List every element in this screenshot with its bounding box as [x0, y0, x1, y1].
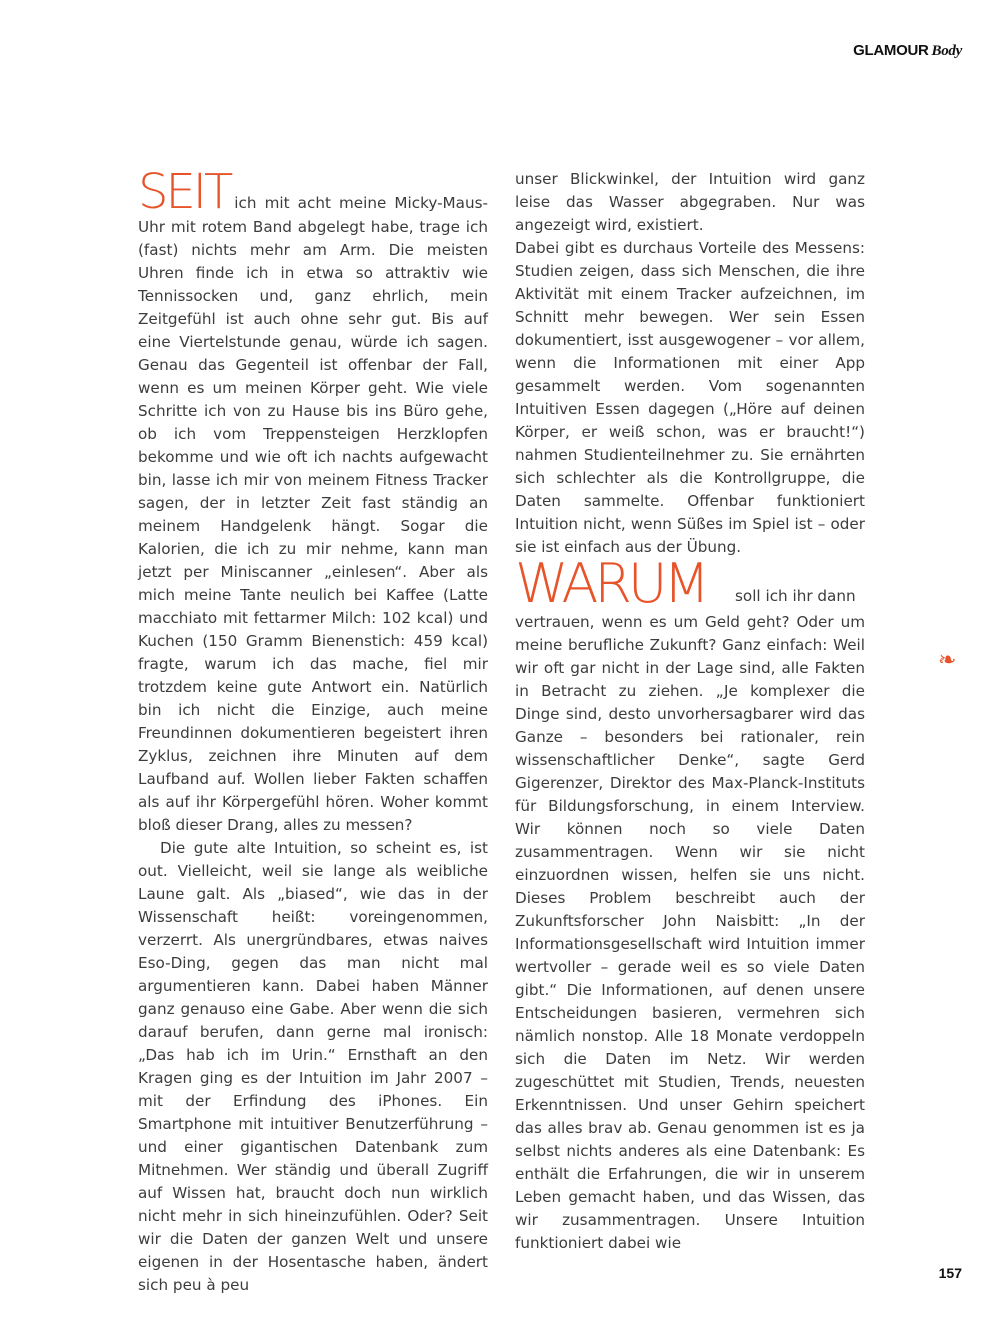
- right-paragraph-3: vertrauen, wenn es um Geld geht? Oder um meine berufliche Zukunft? Ganz einfach: Weil wir oft gar nicht in der Lage sind, alle Fakten in Betracht zu ziehen. „Je komplexer die Dinge sind, desto unvorhersagbarer wird das Ganze – besonders bei rationaler, rein wissenschaftlicher Denke“, sagte Gerd Gigerenzer, Direktor des Max-Planck-Instituts für Bildungsforschung, in einem Interview. Wir können noch so viele Daten zusammentragen. Wenn wir sie nicht einzuordnen wissen, helfen sie uns nicht. Dieses Problem beschreibt auch der Zukunftsforscher John Naisbitt: „In der Informationsgesellschaft wird Intuition immer wertvoller – gerade weil es so viele Daten gibt.“ Die Informationen, auf denen unsere Entscheidungen basieren, vermehren sich nämlich nonstop. Alle 18 Monate verdoppeln sich die Daten im Netz. Wir werden zugeschüttet mit Studien, Trends, neuesten Erkenntnissen. Und unser Gehirn speichert das alles brav ab. Genau genommen ist es ja selbst nichts anderes als eine Datenbank: Es enthält die Erfahrungen, die wir in unserem Leben gemacht haben, und das Wissen, das wir zusammentragen. Unsere Intuition funktioniert dabei wie: [515, 613, 865, 1252]
- dropcap-warum: WARUM: [515, 552, 707, 615]
- dropcap-seit: SEIT: [138, 164, 231, 220]
- warum-line: [515, 552, 865, 615]
- right-column: [515, 168, 865, 1255]
- right-paragraph-2: Dabei gibt es durchaus Vorteile des Messens: Studien zeigen, dass sich Menschen, die ihre Aktivität mit einem Tracker aufzeichnen, im Schnitt mehr bewegen. Wer sein Essen dokumentiert, isst ausgewogener – vor allem, wenn die Informationen mit einer App gesammelt werden. Vom sogenannten Intuitiven Essen dagegen („Höre auf deinen Körper, er weiß schon, was er braucht!“) nahmen Studienteilnehmer zu. Sie ernährten sich schlechter als die Kontrollgruppe, die Daten sammelte. Offenbar funktioniert Intuition nicht, wenn Süßes im Spiel ist – oder sie ist einfach aus der Übung.: [515, 239, 865, 556]
- warum-line-text: soll ich ihr dann: [735, 587, 856, 605]
- magazine-section: Body: [931, 43, 962, 59]
- left-paragraph-2: Die gute alte Intuition, so scheint es, ist out. Vielleicht, weil sie lange als weibliche Laune galt. Als „biased“, wie das in der Wissenschaft heißt: voreingenommen, verzerrt. Als unergründbares, etwas naives Eso-Ding, gegen das man nicht mal argumentieren kann. Dabei haben Männer ganz genauso eine Gabe. Aber wenn die sich darauf berufen, dann gerne mal ironisch: „Das hab ich im Urin.“ Ernsthaft an den Kragen ging es der Intuition im Jahr 2007 – mit der Erfindung des iPhones. Ein Smartphone mit intuitiver Benutzerführung – und einer gigantischen Datenbank zum Mitnehmen. Wer ständig und überall Zugriff auf Wissen hat, braucht doch nun wirklich nicht mehr in sich hineinzufühlen. Oder? Seit wir die Daten der ganzen Welt und unsere eigenen in der Hosentasche haben, ändert sich peu à peu: [138, 839, 488, 1294]
- right-paragraph-1: unser Blickwinkel, der Intuition wird ganz leise das Wasser abgegraben. Nur was angezeigt wird, existiert.: [515, 170, 865, 234]
- left-paragraph-1: [138, 164, 488, 837]
- leaf-ornament-icon: ❧: [938, 648, 957, 673]
- magazine-header: [853, 42, 962, 60]
- magazine-brand: GLAMOUR: [853, 42, 929, 59]
- page-number: 157: [938, 1265, 962, 1281]
- left-column: [138, 164, 488, 1297]
- left-paragraph-1-text: ich mit acht meine Micky-Maus-Uhr mit rotem Band abgelegt habe, trage ich (fast) nichts mehr am Arm. Die meisten Uhren finde ich in etwa so attraktiv wie Tennissocken und, ganz ehrlich, mein Zeitgefühl ist auch ohne sehr gut. Bis auf eine Viertelstunde genau, würde ich sagen. Genau das Gegenteil ist offenbar der Fall, wenn es um meinen Körper geht. Wie viele Schritte ich von zu Hause bis ins Büro gehe, ob ich vom Treppensteigen Herzklopfen bekomme und wie oft ich nachts aufgewacht bin, lasse ich mir von meinem Fitness Tracker sagen, der in letzter Zeit fast ständig an meinem Handgelenk hängt. Sogar die Kalorien, die ich zu mir nehme, kann man jetzt per Miniscanner „einlesen“. Aber als mich meine Tante neulich bei Kaffee (Latte macchiato mit fettarmer Milch: 102 kcal) und Kuchen (150 Gramm Bienenstich: 459 kcal) fragte, warum ich das mache, fiel mir trotzdem keine gute Antwort ein. Natürlich bin ich nicht die Einzige, auch meine Freundinnen dokumentieren begeistert ihren Zyklus, zeichnen ihre Minuten auf dem Laufband auf. Wollen lieber Fakten schaffen als auf ihr Körpergefühl hören. Woher kommt bloß dieser Drang, alles zu messen?: [138, 194, 488, 834]
